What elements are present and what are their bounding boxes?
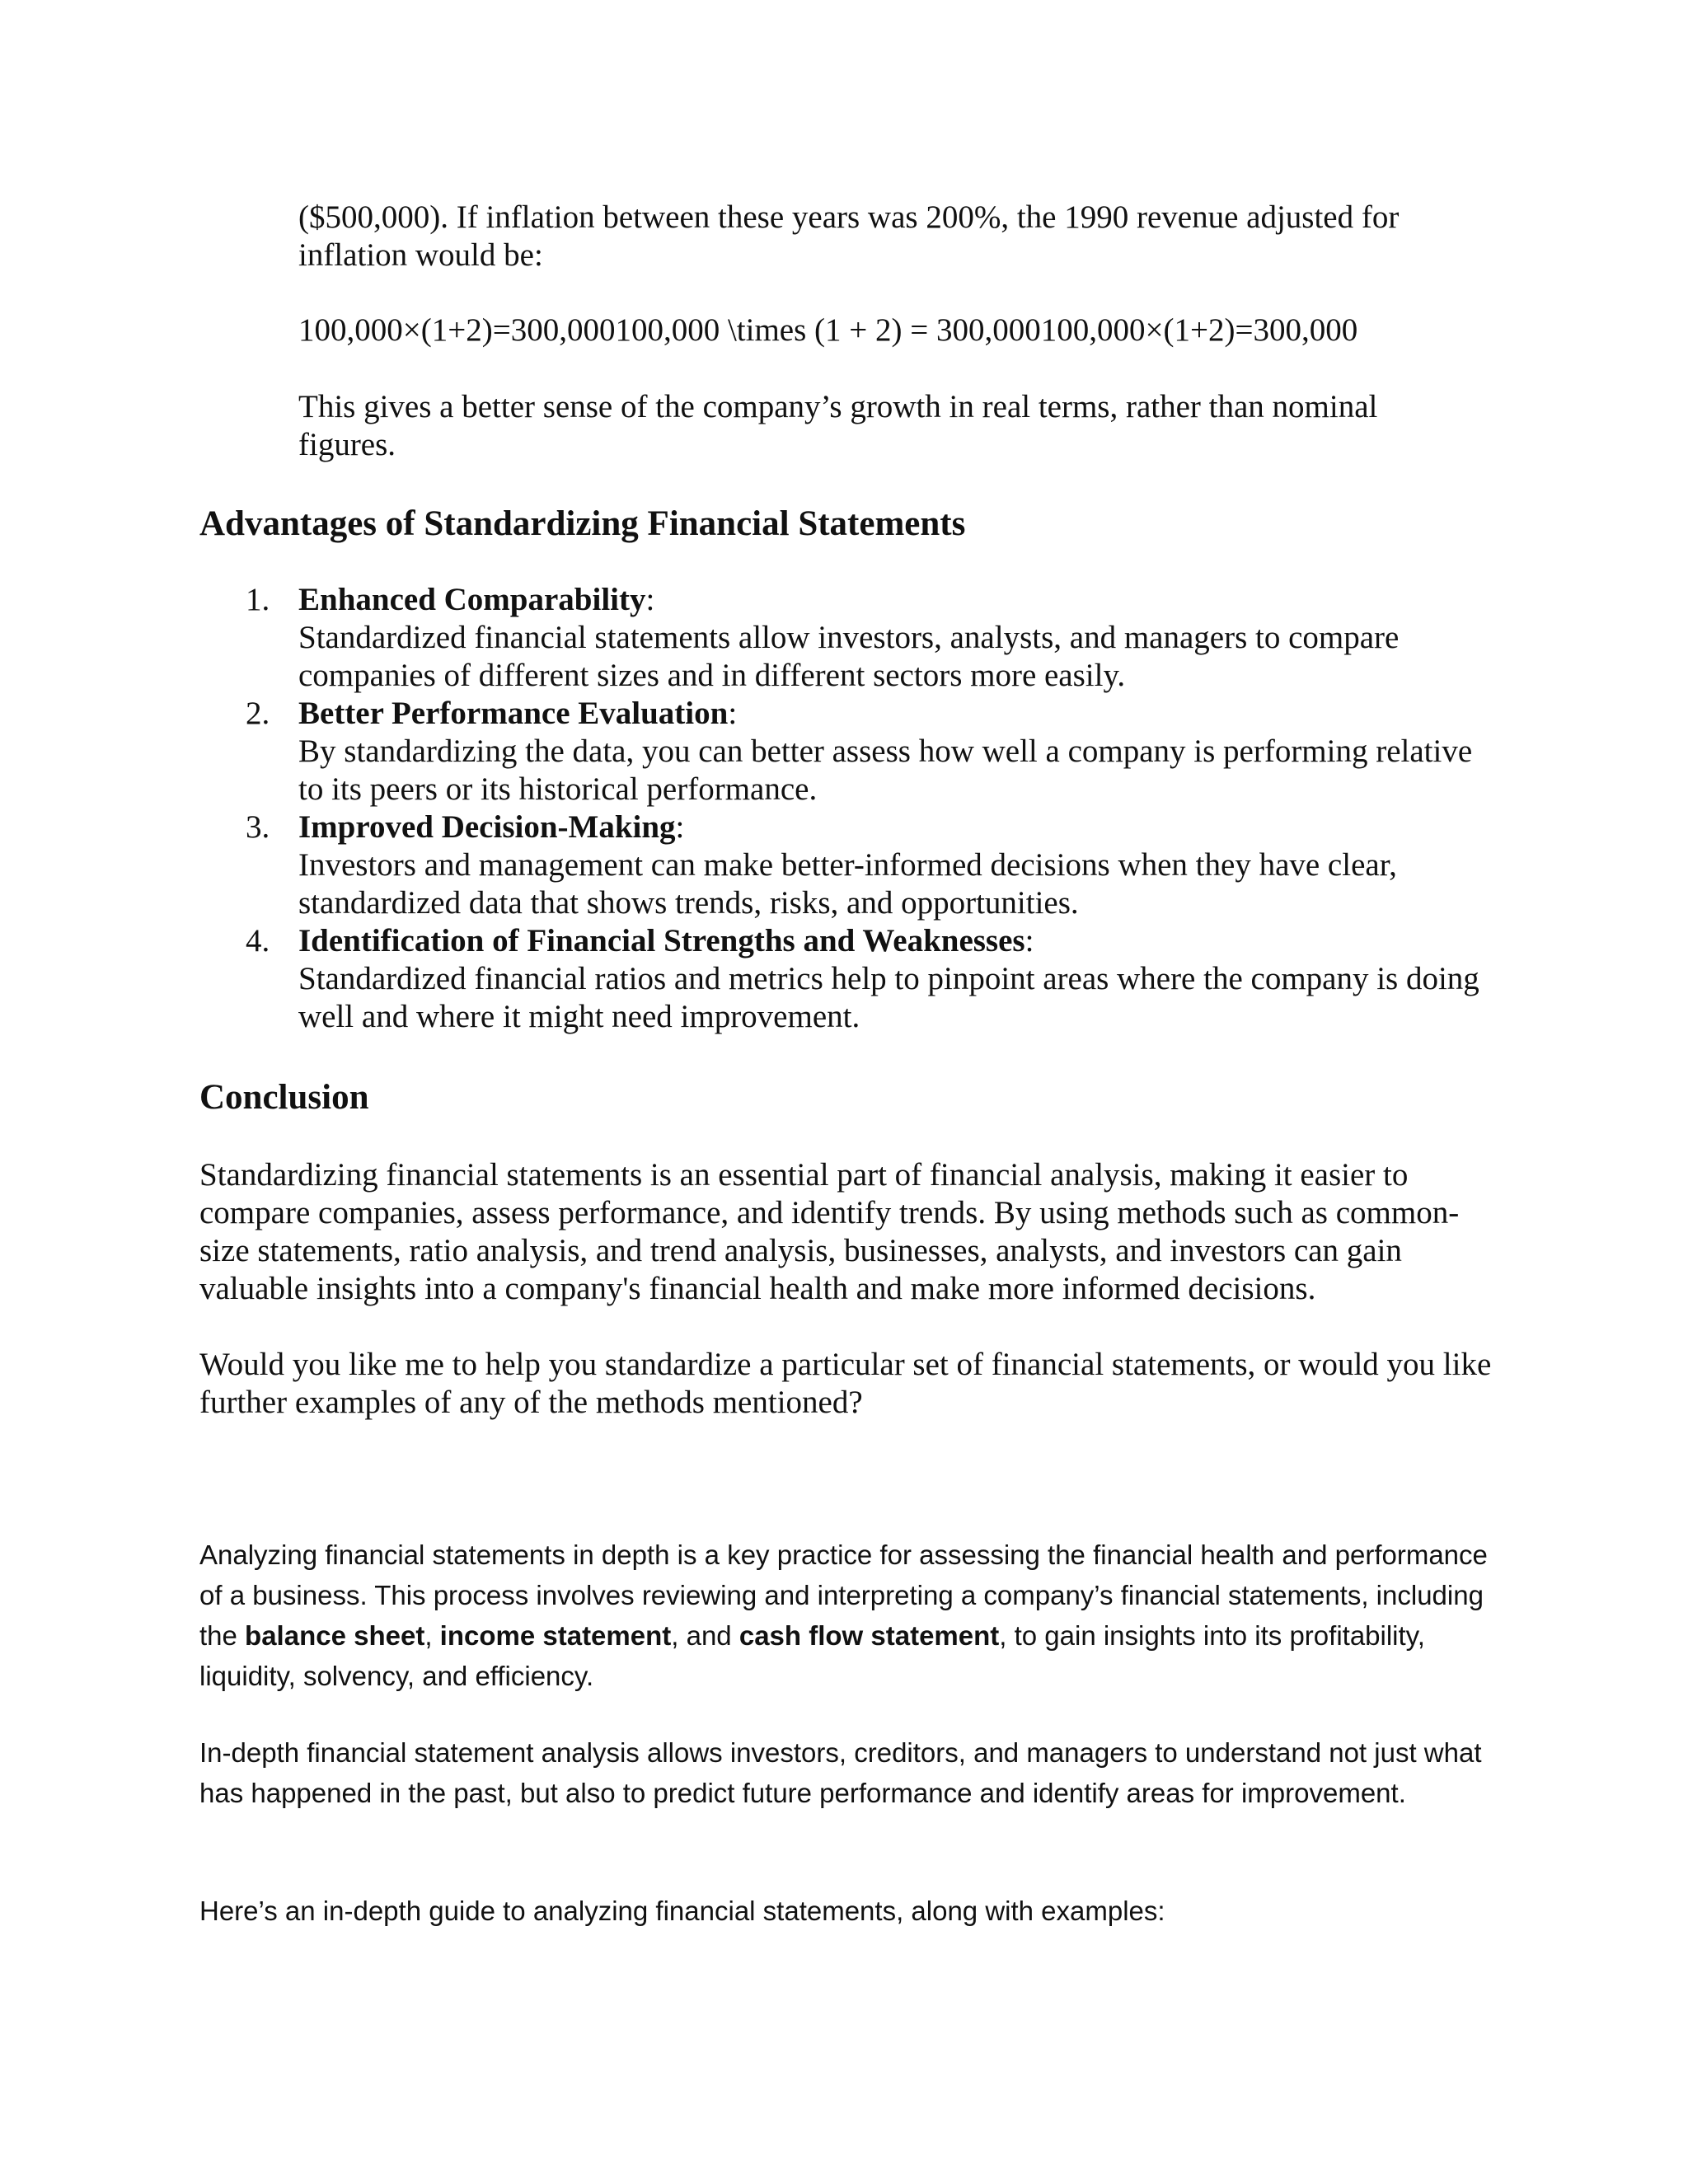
conclusion-heading: Conclusion (199, 1078, 369, 1117)
list-item-body: Standardized financial ratios and metrics help to pinpoint areas where the company is doing well and where it might need improvement. (298, 961, 1479, 1034)
list-item-number: 2. (246, 696, 270, 731)
list-item-title: Better Performance Evaluation (298, 696, 729, 731)
in-depth-analysis-paragraph: In-depth financial statement analysis allows investors, creditors, and managers to understand not just what has happened in the past, but also to predict future performance and identify areas for improvement. (199, 1737, 1482, 1808)
list-item-body: Standardized financial statements allow investors, analysts, and managers to compare companies of different sizes and in different sectors more easily. (298, 620, 1400, 693)
guide-intro-line: Here’s an in-depth guide to analyzing financial statements, along with examples: (199, 1896, 1165, 1926)
inflation-formula: 100,000×(1+2)=300,000100,000 \times (1 + 2) = 300,000100,000×(1+2)=300,000 (298, 312, 1358, 348)
list-item-colon: : (645, 582, 655, 617)
cash-flow-statement-term: cash flow statement (738, 1620, 1000, 1651)
list-item-number: 3. (246, 809, 270, 845)
list-item-number: 1. (246, 582, 270, 617)
advantages-heading: Advantages of Standardizing Financial Statements (199, 504, 966, 543)
separator: , and (671, 1620, 739, 1651)
analysis-intro-text: Analyzing financial statements in depth is a key practice for assessing the financial health and performance of a business. This process involves reviewing and interpreting a company’s financial statements, including the (199, 1540, 1488, 1651)
list-item (199, 581, 1485, 695)
conclusion-paragraph: Standardizing financial statements is an essential part of financial analysis, making it easier to compare companies, assess performance, and identify trends. By using methods such as common-size statements, ratio analysis, and trend analysis, businesses, analysts, and investors can gain valuable insights into a company's financial health and make more informed decisions. (199, 1157, 1460, 1306)
list-item-title: Identification of Financial Strengths and Weaknesses (298, 923, 1025, 958)
analysis-intro-paragraph (199, 1535, 1502, 1696)
follow-up-question: Would you like me to help you standardize a particular set of financial statements, or would you like further examples of any of the methods mentioned? (199, 1347, 1492, 1420)
separator: , (424, 1620, 440, 1651)
list-item-title: Improved Decision-Making (298, 809, 676, 845)
list-item (199, 808, 1485, 922)
list-item-colon: : (1025, 923, 1034, 958)
analysis-intro-text-end: , to gain insights into its profitability, liquidity, solvency, and efficiency. (199, 1620, 1425, 1691)
list-item-number: 4. (246, 923, 270, 958)
real-terms-paragraph: This gives a better sense of the company’s growth in real terms, rather than nominal figures. (298, 389, 1378, 462)
list-item-body: By standardizing the data, you can better assess how well a company is performing relative to its peers or its historical performance. (298, 733, 1473, 807)
list-item-colon: : (675, 809, 685, 845)
advantages-list (199, 581, 1485, 1036)
list-item (199, 695, 1485, 808)
inflation-paragraph: ($500,000). If inflation between these years was 200%, the 1990 revenue adjusted for inflation would be: (298, 199, 1400, 273)
balance-sheet-term: balance sheet (245, 1620, 425, 1651)
list-item-body: Investors and management can make better-informed decisions when they have clear, standardized data that shows trends, risks, and opportunities. (298, 847, 1397, 921)
income-statement-term: income statement (439, 1620, 672, 1651)
list-item-title: Enhanced Comparability (298, 582, 646, 617)
list-item-colon: : (728, 696, 738, 731)
list-item (199, 922, 1485, 1036)
